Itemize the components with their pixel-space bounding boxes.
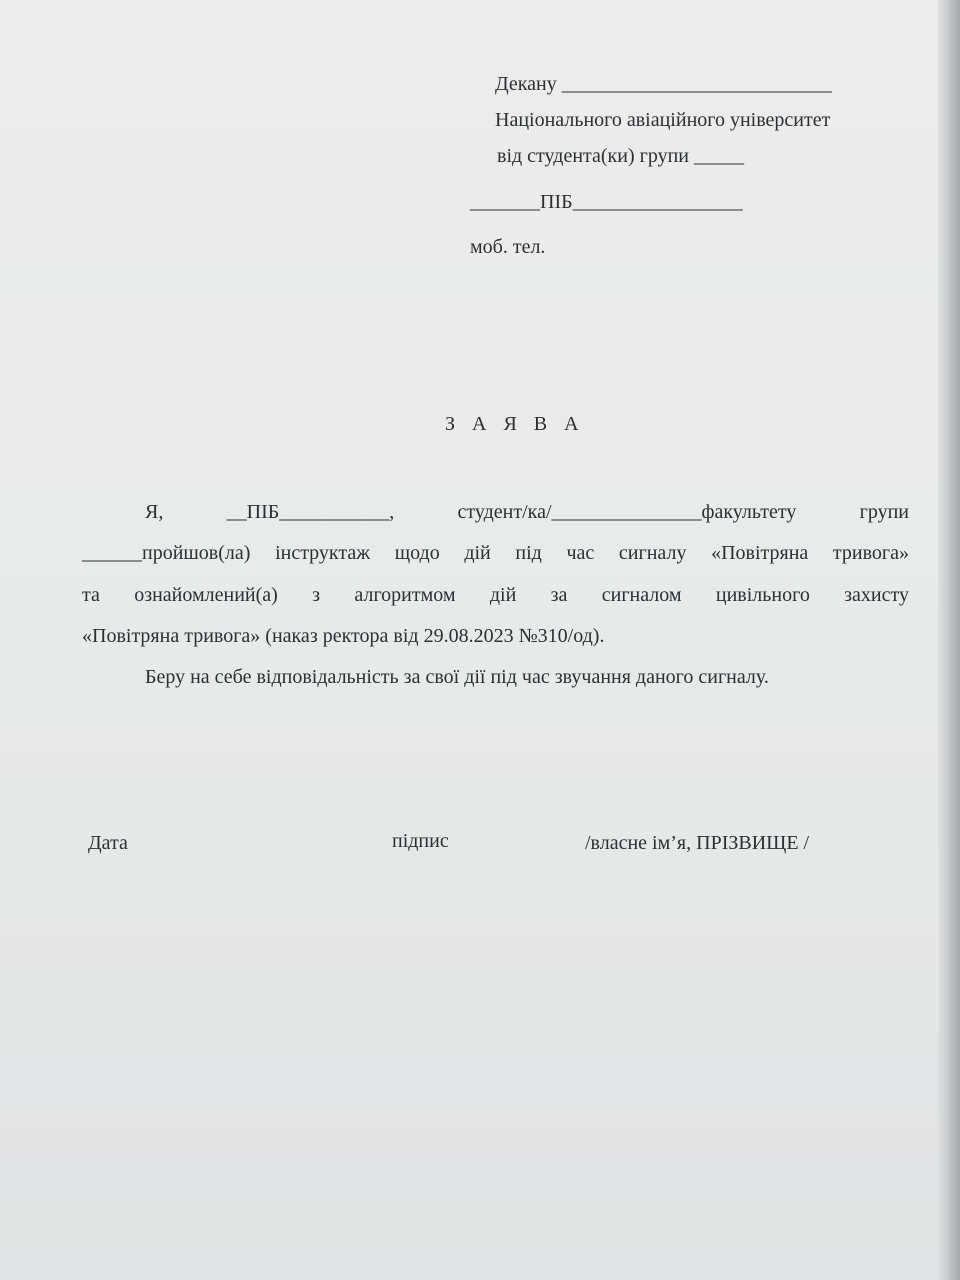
page-edge-shadow xyxy=(938,0,960,1280)
university-line: Національного авіаційного університет xyxy=(495,109,831,131)
full-name-line: _______ПІБ_________________ xyxy=(470,191,743,213)
responsibility-statement: Беру на себе відповідальність за свої дії під час звучання даного сигналу. xyxy=(145,666,769,688)
name-surname-label: /власне ім’я, ПРІЗВИЩЕ / xyxy=(585,832,810,854)
statement-line-1: Я, __ПІБ___________, студент/ка/_______________факультету групи xyxy=(145,501,909,523)
phone-line: моб. тел. xyxy=(470,236,546,258)
document-title: З А Я В А xyxy=(445,413,585,435)
dean-line: Декану ___________________________ xyxy=(495,73,832,95)
signature-label: підпис xyxy=(392,830,449,852)
date-label: Дата xyxy=(88,832,128,854)
statement-line-4: «Повітряна тривога» (наказ ректора від 29.08.2023 №310/од). xyxy=(82,625,605,647)
statement-line-3: та ознайомлений(а) з алгоритмом дій за сигналом цивільного захисту xyxy=(82,584,909,606)
statement-line-2: ______пройшов(ла) інструктаж щодо дій під час сигналу «Повітряна тривога» xyxy=(82,542,909,564)
student-group-line: від студента(ки) групи _____ xyxy=(497,145,744,167)
